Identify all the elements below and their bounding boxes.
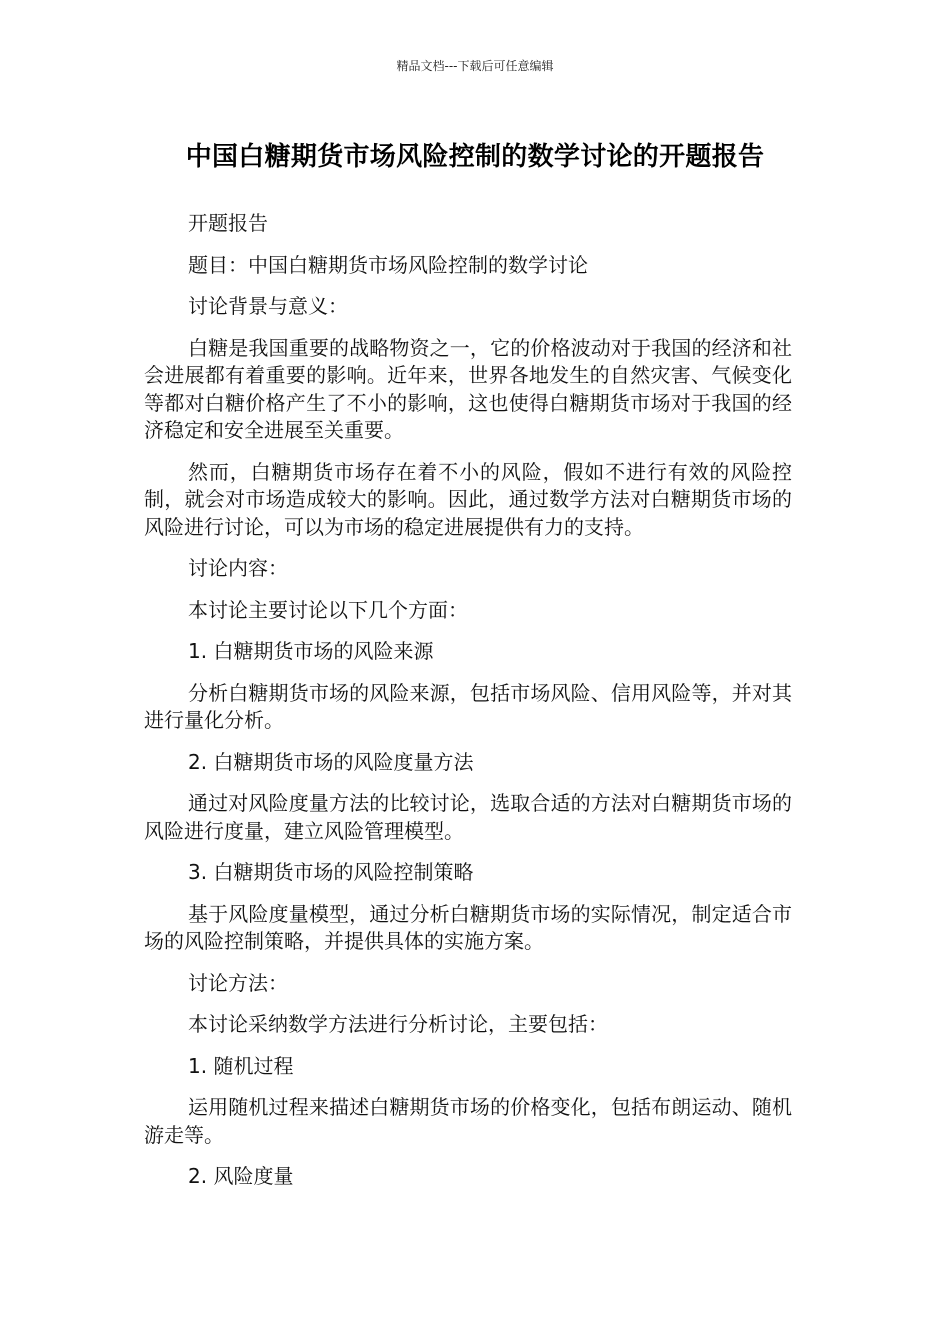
paragraph-content-heading: 讨论内容： bbox=[188, 556, 288, 580]
paragraph-item-2-title: 2. 白糖期货市场的风险度量方法 bbox=[188, 749, 474, 774]
paragraph-item-2-body: 通过对风险度量方法的比较讨论，选取合适的方法对白糖期货市场的风险进行度量，建立风险管理模型。 bbox=[144, 791, 792, 843]
paragraph-item-3-body: 基于风险度量模型，通过分析白糖期货市场的实际情况，制定适合市场的风险控制策略，并提供具体的实施方案。 bbox=[144, 901, 792, 953]
paragraph-method-intro: 本讨论采纳数学方法进行分析讨论，主要包括： bbox=[188, 1012, 608, 1036]
document-title: 中国白糖期货市场风险控制的数学讨论的开题报告 bbox=[185, 142, 765, 172]
paragraph-method-2-title: 2. 风险度量 bbox=[188, 1164, 294, 1188]
paragraph-report-label: 开题报告 bbox=[188, 211, 268, 235]
paragraph-item-3-title: 3. 白糖期货市场的风险控制策略 bbox=[188, 860, 474, 884]
paragraph-topic: 题目：中国白糖期货市场风险控制的数学讨论 bbox=[188, 252, 588, 277]
document-body bbox=[144, 210, 792, 1205]
paragraph-method-1-title: 1. 随机过程 bbox=[188, 1053, 294, 1078]
paragraph-background-heading: 讨论背景与意义： bbox=[188, 294, 348, 318]
paragraph-content-intro: 本讨论主要讨论以下几个方面： bbox=[188, 597, 468, 622]
paragraph-background-2: 然而，白糖期货市场存在着不小的风险，假如不进行有效的风险控制，就会对市场造成较大的影响。因此，通过数学方法对白糖期货市场的风险进行讨论，可以为市场的稳定进展提供有力的支持。 bbox=[144, 459, 792, 539]
header-note: 精品文档---下载后可任意编辑 bbox=[396, 59, 554, 73]
paragraph-background-1: 白糖是我国重要的战略物资之一，它的价格波动对于我国的经济和社会进展都有着重要的影响。近年来，世界各地发生的自然灾害、气候变化等都对白糖价格产生了不小的影响，这也使得白糖期货市场对于我国的经济稳定和安全进展至关重要。 bbox=[144, 335, 792, 442]
paragraph-method-1-body: 运用随机过程来描述白糖期货市场的价格变化，包括布朗运动、随机游走等。 bbox=[144, 1095, 792, 1147]
paragraph-item-1-body: 分析白糖期货市场的风险来源，包括市场风险、信用风险等，并对其进行量化分析。 bbox=[144, 680, 792, 732]
paragraph-item-1-title: 1. 白糖期货市场的风险来源 bbox=[188, 639, 434, 663]
paragraph-method-heading: 讨论方法： bbox=[188, 970, 288, 995]
